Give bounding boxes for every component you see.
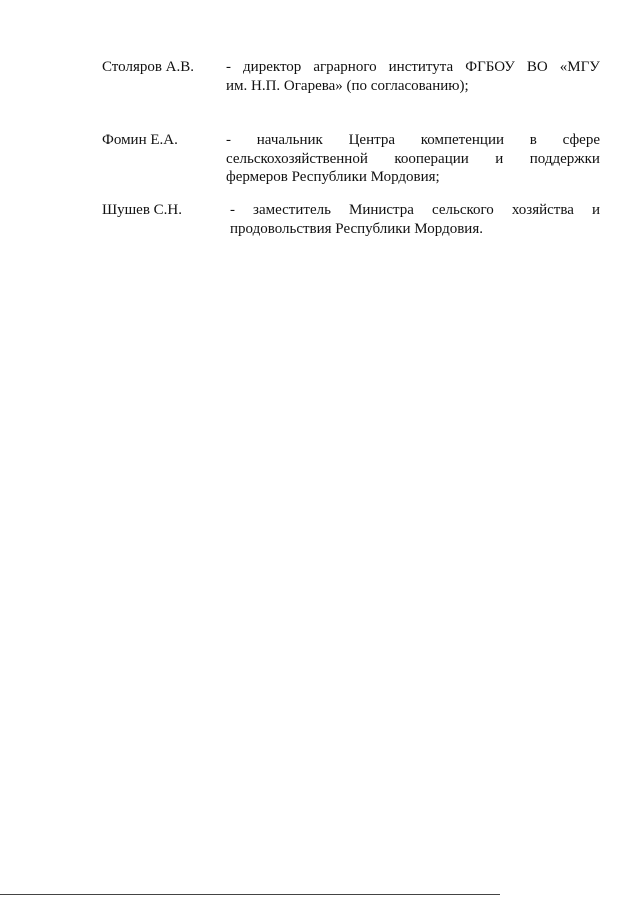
role-word: заместитель <box>253 202 331 218</box>
role-line <box>226 150 600 169</box>
role-word: - <box>226 59 231 75</box>
role-line <box>226 58 600 77</box>
member-name: Шушев С.Н. <box>102 202 183 218</box>
role-word: Министра <box>348 202 414 218</box>
role-word: ВО <box>526 59 548 75</box>
role-word: и <box>495 150 504 167</box>
member-role <box>226 58 600 95</box>
role-word: сфере <box>562 132 600 148</box>
member-entry <box>102 131 600 187</box>
member-entry <box>102 58 600 95</box>
role-word: кооперации <box>394 150 469 167</box>
role-word: в <box>529 132 537 148</box>
role-word: «МГУ <box>559 59 600 75</box>
role-line: продовольствия Республики Мордовия. <box>230 220 483 237</box>
role-line: им. Н.П. Огарева» (по согласованию); <box>226 77 469 94</box>
role-word: - <box>226 132 231 148</box>
role-word: начальник <box>256 132 323 148</box>
member-entry <box>102 201 600 238</box>
role-word: хозяйства <box>511 202 574 218</box>
page-footer-rule <box>0 894 500 895</box>
role-line <box>226 131 600 150</box>
role-line <box>230 201 600 220</box>
role-word: института <box>388 59 454 75</box>
role-word: компетенции <box>420 132 505 148</box>
role-word: ФГБОУ <box>465 59 515 75</box>
member-name: Столяров А.В. <box>102 59 195 75</box>
role-word: сельскохозяйственной <box>226 150 368 167</box>
role-word: - <box>230 202 235 218</box>
role-word: и <box>591 202 600 218</box>
member-role <box>230 201 600 238</box>
role-word: директор <box>243 59 302 75</box>
role-word: поддержки <box>529 150 600 167</box>
role-line: фермеров Республики Мордовия; <box>226 169 440 185</box>
member-name: Фомин Е.А. <box>102 132 178 148</box>
role-word: аграрного <box>313 59 377 75</box>
role-word: сельского <box>432 202 494 218</box>
member-role <box>226 131 600 187</box>
role-word: Центра <box>348 132 396 148</box>
